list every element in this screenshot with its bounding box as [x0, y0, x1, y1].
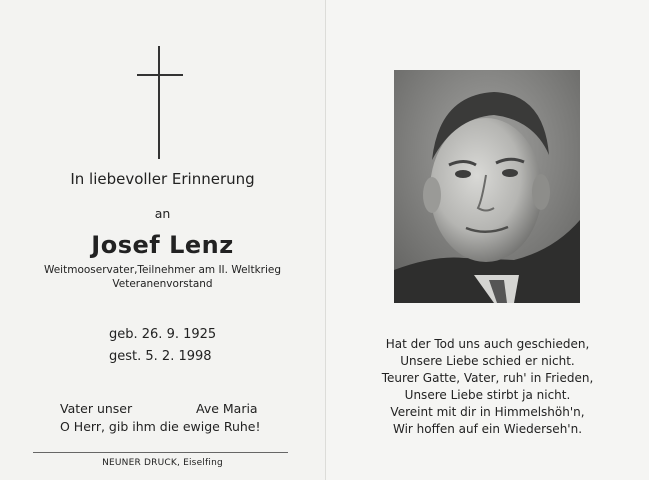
portrait-photo	[394, 70, 580, 303]
prayer-ave-maria: Ave Maria	[196, 401, 258, 416]
printer-credit: NEUNER DRUCK, Eiselfing	[102, 458, 223, 468]
poem-line: Hat der Tod uns auch geschieden,	[385, 337, 590, 351]
an-text: an	[154, 206, 171, 221]
birth-date: geb. 26. 9. 1925	[109, 327, 217, 342]
poem-line: Unsere Liebe stirbt ja nicht.	[404, 388, 571, 402]
prayer-vater-unser: Vater unser	[60, 401, 133, 416]
subtitle-line-2: Veteranenvorstand	[112, 278, 213, 290]
intro-text: In liebevoller Erinnerung	[70, 170, 255, 188]
poem-line: Wir hoffen auf ein Wiederseh'n.	[392, 422, 583, 436]
prayer-eternal-rest: O Herr, gib ihm die ewige Ruhe!	[60, 419, 261, 434]
cross-icon	[158, 46, 160, 159]
poem-line: Vereint mit dir in Himmelshöh'n,	[390, 405, 585, 419]
poem	[326, 336, 649, 438]
poem-line: Teurer Gatte, Vater, ruh' in Frieden,	[381, 371, 594, 385]
divider	[33, 452, 288, 453]
cross-icon-bar	[137, 74, 183, 76]
poem-line: Unsere Liebe schied er nicht.	[400, 354, 575, 368]
subtitle-line-1: Weitmooservater,Teilnehmer am II. Weltkrieg	[43, 264, 282, 276]
deceased-name: Josef Lenz	[91, 231, 234, 259]
death-date: gest. 5. 2. 1998	[109, 349, 212, 364]
portrait-illustration	[394, 70, 580, 303]
